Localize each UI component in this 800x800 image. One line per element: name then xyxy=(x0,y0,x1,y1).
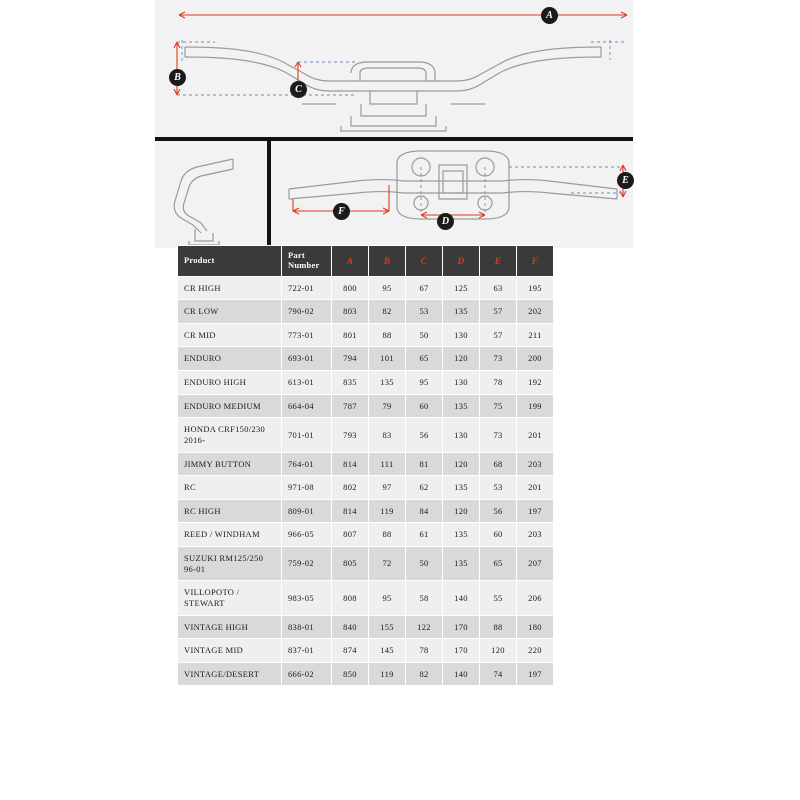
cell-dimension-b: 155 xyxy=(369,615,406,639)
front-view-drawing xyxy=(155,0,633,137)
cell-dimension-e: 68 xyxy=(480,452,517,476)
cell-dimension-a: 787 xyxy=(332,394,369,418)
cell-dimension-a: 840 xyxy=(332,615,369,639)
cell-dimension-c: 60 xyxy=(406,394,443,418)
table-row xyxy=(178,581,554,615)
cell-dimension-f: 192 xyxy=(517,371,554,395)
cell-dimension-c: 78 xyxy=(406,639,443,663)
cell-dimension-b: 79 xyxy=(369,394,406,418)
cell-dimension-b: 72 xyxy=(369,547,406,581)
cell-part-number: 837-01 xyxy=(282,639,332,663)
cell-dimension-f: 200 xyxy=(517,347,554,371)
cell-dimension-a: 874 xyxy=(332,639,369,663)
cell-product: RC xyxy=(178,476,282,500)
top-view-drawing xyxy=(271,141,633,248)
cell-dimension-b: 88 xyxy=(369,323,406,347)
cell-dimension-b: 83 xyxy=(369,418,406,452)
cell-dimension-c: 122 xyxy=(406,615,443,639)
cell-product: VINTAGE HIGH xyxy=(178,615,282,639)
dimension-badge-c: C xyxy=(290,81,307,98)
cell-dimension-b: 97 xyxy=(369,476,406,500)
cell-dimension-d: 135 xyxy=(443,300,480,324)
cell-dimension-c: 50 xyxy=(406,323,443,347)
cell-product: ENDURO MEDIUM xyxy=(178,394,282,418)
column-header-a: A xyxy=(332,246,369,277)
cell-part-number: 983-05 xyxy=(282,581,332,615)
handlebar-dimension-diagram xyxy=(155,0,633,248)
cell-dimension-d: 135 xyxy=(443,476,480,500)
cell-dimension-b: 95 xyxy=(369,581,406,615)
cell-dimension-a: 805 xyxy=(332,547,369,581)
cell-dimension-d: 120 xyxy=(443,499,480,523)
cell-part-number: 971-08 xyxy=(282,476,332,500)
side-view-drawing xyxy=(155,141,267,248)
column-header-part-number: Part Number xyxy=(282,246,332,277)
cell-part-number: 613-01 xyxy=(282,371,332,395)
cell-dimension-d: 130 xyxy=(443,323,480,347)
cell-dimension-c: 95 xyxy=(406,371,443,395)
cell-dimension-b: 135 xyxy=(369,371,406,395)
cell-dimension-e: 65 xyxy=(480,547,517,581)
diagram-panel-top-view xyxy=(271,141,633,248)
table-row xyxy=(178,394,554,418)
cell-dimension-c: 53 xyxy=(406,300,443,324)
cell-product: VINTAGE MID xyxy=(178,639,282,663)
cell-dimension-e: 74 xyxy=(480,662,517,686)
handlebar-specs-table-wrapper xyxy=(177,245,553,686)
cell-dimension-e: 78 xyxy=(480,371,517,395)
dimension-badge-f: F xyxy=(333,203,350,220)
cell-dimension-c: 82 xyxy=(406,662,443,686)
cell-part-number: 701-01 xyxy=(282,418,332,452)
table-row xyxy=(178,276,554,300)
cell-dimension-b: 119 xyxy=(369,662,406,686)
cell-dimension-d: 120 xyxy=(443,347,480,371)
cell-part-number: 966-05 xyxy=(282,523,332,547)
cell-part-number: 693-01 xyxy=(282,347,332,371)
cell-dimension-a: 794 xyxy=(332,347,369,371)
cell-dimension-e: 57 xyxy=(480,323,517,347)
cell-dimension-c: 61 xyxy=(406,523,443,547)
cell-dimension-f: 197 xyxy=(517,662,554,686)
cell-product: CR LOW xyxy=(178,300,282,324)
cell-part-number: 790-02 xyxy=(282,300,332,324)
table-row xyxy=(178,615,554,639)
cell-dimension-b: 88 xyxy=(369,523,406,547)
cell-dimension-e: 73 xyxy=(480,347,517,371)
cell-dimension-d: 120 xyxy=(443,452,480,476)
cell-dimension-a: 835 xyxy=(332,371,369,395)
cell-product: ENDURO HIGH xyxy=(178,371,282,395)
cell-dimension-b: 111 xyxy=(369,452,406,476)
cell-dimension-d: 140 xyxy=(443,581,480,615)
column-header-f: F xyxy=(517,246,554,277)
cell-part-number: 773-01 xyxy=(282,323,332,347)
cell-dimension-c: 67 xyxy=(406,276,443,300)
cell-part-number: 838-01 xyxy=(282,615,332,639)
cell-dimension-c: 50 xyxy=(406,547,443,581)
cell-dimension-d: 170 xyxy=(443,615,480,639)
cell-dimension-f: 206 xyxy=(517,581,554,615)
cell-part-number: 759-02 xyxy=(282,547,332,581)
column-header-c: C xyxy=(406,246,443,277)
cell-dimension-a: 801 xyxy=(332,323,369,347)
cell-dimension-a: 802 xyxy=(332,476,369,500)
cell-product: CR MID xyxy=(178,323,282,347)
cell-dimension-a: 814 xyxy=(332,452,369,476)
cell-dimension-d: 130 xyxy=(443,371,480,395)
cell-part-number: 664-04 xyxy=(282,394,332,418)
cell-dimension-d: 170 xyxy=(443,639,480,663)
table-row xyxy=(178,523,554,547)
cell-dimension-e: 57 xyxy=(480,300,517,324)
cell-dimension-d: 135 xyxy=(443,547,480,581)
cell-dimension-f: 207 xyxy=(517,547,554,581)
table-row xyxy=(178,662,554,686)
cell-product: SUZUKI RM125/250 96-01 xyxy=(178,547,282,581)
column-header-e: E xyxy=(480,246,517,277)
cell-product: REED / WINDHAM xyxy=(178,523,282,547)
diagram-panel-side-view xyxy=(155,141,271,248)
cell-product: JIMMY BUTTON xyxy=(178,452,282,476)
cell-dimension-e: 88 xyxy=(480,615,517,639)
table-body xyxy=(178,276,554,686)
cell-product: ENDURO xyxy=(178,347,282,371)
cell-dimension-b: 145 xyxy=(369,639,406,663)
cell-dimension-d: 140 xyxy=(443,662,480,686)
cell-part-number: 666-02 xyxy=(282,662,332,686)
cell-dimension-f: 220 xyxy=(517,639,554,663)
cell-dimension-f: 195 xyxy=(517,276,554,300)
cell-product: VINTAGE/DESERT xyxy=(178,662,282,686)
dimension-badge-a: A xyxy=(541,7,558,24)
cell-part-number: 809-01 xyxy=(282,499,332,523)
table-row xyxy=(178,499,554,523)
cell-dimension-c: 65 xyxy=(406,347,443,371)
cell-dimension-c: 56 xyxy=(406,418,443,452)
cell-dimension-c: 81 xyxy=(406,452,443,476)
cell-dimension-a: 814 xyxy=(332,499,369,523)
cell-dimension-e: 53 xyxy=(480,476,517,500)
table-row xyxy=(178,452,554,476)
cell-dimension-d: 135 xyxy=(443,523,480,547)
cell-dimension-e: 55 xyxy=(480,581,517,615)
cell-dimension-e: 63 xyxy=(480,276,517,300)
cell-dimension-a: 807 xyxy=(332,523,369,547)
cell-dimension-a: 808 xyxy=(332,581,369,615)
cell-dimension-f: 180 xyxy=(517,615,554,639)
table-row xyxy=(178,323,554,347)
dimension-badge-b: B xyxy=(169,69,186,86)
table-row xyxy=(178,476,554,500)
cell-product: VILLOPOTO / STEWART xyxy=(178,581,282,615)
cell-dimension-a: 850 xyxy=(332,662,369,686)
handlebar-specs-table xyxy=(177,245,554,686)
column-header-d: D xyxy=(443,246,480,277)
cell-dimension-d: 135 xyxy=(443,394,480,418)
cell-part-number: 722-01 xyxy=(282,276,332,300)
table-row xyxy=(178,418,554,452)
table-row xyxy=(178,639,554,663)
dimension-badge-d: D xyxy=(437,213,454,230)
cell-dimension-c: 84 xyxy=(406,499,443,523)
column-header-product: Product xyxy=(178,246,282,277)
cell-product: CR HIGH xyxy=(178,276,282,300)
cell-dimension-f: 197 xyxy=(517,499,554,523)
cell-dimension-b: 82 xyxy=(369,300,406,324)
cell-dimension-f: 203 xyxy=(517,523,554,547)
cell-dimension-b: 101 xyxy=(369,347,406,371)
table-row xyxy=(178,547,554,581)
cell-dimension-a: 800 xyxy=(332,276,369,300)
cell-dimension-f: 203 xyxy=(517,452,554,476)
cell-dimension-b: 119 xyxy=(369,499,406,523)
cell-dimension-e: 75 xyxy=(480,394,517,418)
cell-dimension-e: 60 xyxy=(480,523,517,547)
cell-dimension-f: 202 xyxy=(517,300,554,324)
dimension-badge-e: E xyxy=(617,172,634,189)
cell-dimension-e: 56 xyxy=(480,499,517,523)
column-header-b: B xyxy=(369,246,406,277)
cell-dimension-e: 120 xyxy=(480,639,517,663)
cell-product: RC HIGH xyxy=(178,499,282,523)
cell-dimension-f: 201 xyxy=(517,418,554,452)
cell-dimension-c: 62 xyxy=(406,476,443,500)
diagram-panel-front-view xyxy=(155,0,633,141)
cell-dimension-f: 211 xyxy=(517,323,554,347)
cell-dimension-c: 58 xyxy=(406,581,443,615)
cell-dimension-d: 130 xyxy=(443,418,480,452)
cell-dimension-f: 201 xyxy=(517,476,554,500)
cell-dimension-b: 95 xyxy=(369,276,406,300)
cell-product: HONDA CRF150/230 2016- xyxy=(178,418,282,452)
cell-dimension-a: 803 xyxy=(332,300,369,324)
table-row xyxy=(178,300,554,324)
table-row xyxy=(178,371,554,395)
table-header-row xyxy=(178,246,554,277)
cell-dimension-a: 793 xyxy=(332,418,369,452)
cell-dimension-d: 125 xyxy=(443,276,480,300)
cell-dimension-e: 73 xyxy=(480,418,517,452)
table-header xyxy=(178,246,554,277)
cell-dimension-f: 199 xyxy=(517,394,554,418)
cell-part-number: 764-01 xyxy=(282,452,332,476)
table-row xyxy=(178,347,554,371)
